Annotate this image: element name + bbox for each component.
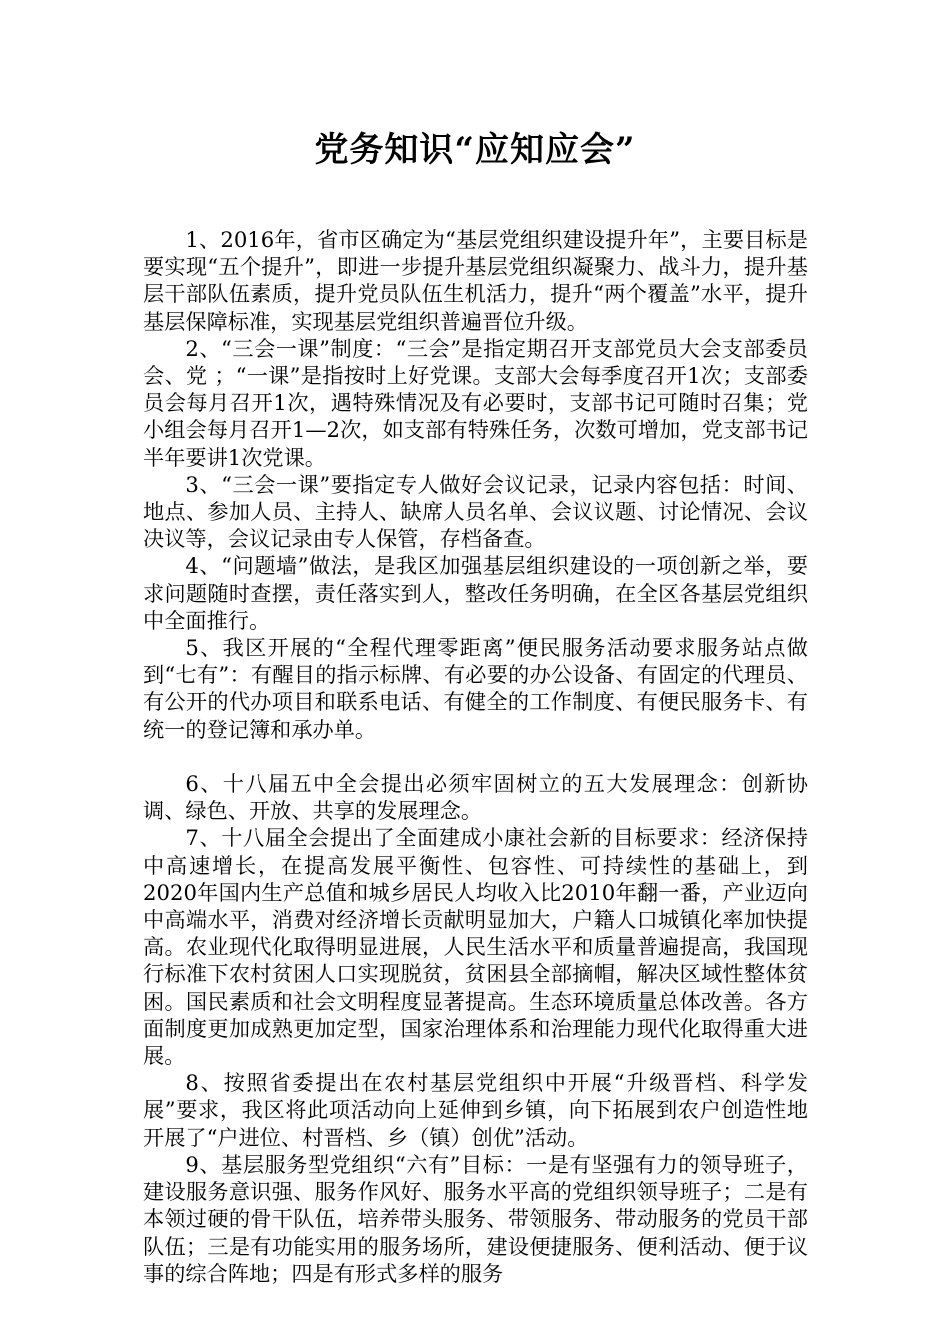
paragraph-3: 3、“三会一课”要指定专人做好会议记录，记录内容包括：时间、地点、参加人员、主持人、缺席人员名单、会议议题、讨论情况、会议决议等，会议记录由专人保管，存档备查。	[143, 471, 808, 552]
paragraph-1: 1、2016年，省市区确定为“基层党组织建设提升年”，主要目标是要实现“五个提升”，即进一步提升基层党组织凝聚力、战斗力，提升基层干部队伍素质，提升党员队伍生机活力，提升“两个覆盖”水平，提升基层保障标准，实现基层党组织普遍晋位升级。	[143, 227, 808, 334]
paragraph-6: 6、十八届五中全会提出必须牢固树立的五大发展理念：创新协调、绿色、开放、共享的发展理念。	[143, 771, 808, 824]
document-title: 党务知识“应知应会”	[314, 130, 636, 170]
paragraph-8: 8、按照省委提出在农村基层党组织中开展“升级晋档、科学发展”要求，我区将此项活动向上延伸到乡镇，向下拓展到农户创造性地开展了“户进位、村晋档、乡（镇）创优”活动。	[143, 1070, 808, 1150]
document-body	[143, 226, 808, 1287]
paragraph-9: 9、基层服务型党组织“六有”目标：一是有坚强有力的领导班子，建设服务意识强、服务作风好、服务水平高的党组织领导班子；二是有本领过硬的骨干队伍，培养带头服务、带领服务、带动服务的党员干部队伍；三是有功能实用的服务场所，建设便捷服务、便利活动、便于议事的综合阵地；四是有形式多样的服务	[143, 1151, 808, 1286]
paragraph-7: 7、十八届全会提出了全面建成小康社会新的目标要求：经济保持中高速增长，在提高发展平衡性、包容性、可持续性的基础上，到2020年国内生产总值和城乡居民人均收入比2010年翻一番，产业迈向中高端水平，消费对经济增长贡献明显加大，户籍人口城镇化率加快提高。农业现代化取得明显进展，人民生活水平和质量普遍提高，我国现行标准下农村贫困人口实现脱贫，贫困县全部摘帽，解决区域性整体贫困。国民素质和社会文明程度显著提高。生态环境质量总体改善。各方面制度更加成熟更加定型，国家治理体系和治理能力现代化取得重大进展。	[143, 825, 808, 1069]
paragraph-5: 5、我区开展的“全程代理零距离”便民服务活动要求服务站点做到“七有”：有醒目的指示标牌、有必要的办公设备、有固定的代理员、有公开的代办项目和联系电话、有健全的工作制度、有便民服务卡、有统一的登记簿和承办单。	[143, 635, 808, 742]
paragraph-spacer	[143, 743, 808, 770]
paragraph-2: 2、“三会一课”制度：“三会”是指定期召开支部党员大会支部委员会、党 ；“一课”是指按时上好党课。支部大会每季度召开1次；支部委员会每月召开1次，遇特殊情况及有必要时，支部书记可随时召集；党小组会每月召开1—2次，如支部有特殊任务，次数可增加，党支部书记半年要讲1次党课。	[143, 335, 808, 470]
paragraph-4: 4、“问题墙”做法，是我区加强基层组织建设的一项创新之举，要求问题随时查摆，责任落实到人，整改任务明确，在全区各基层党组织中全面推行。	[143, 553, 808, 633]
